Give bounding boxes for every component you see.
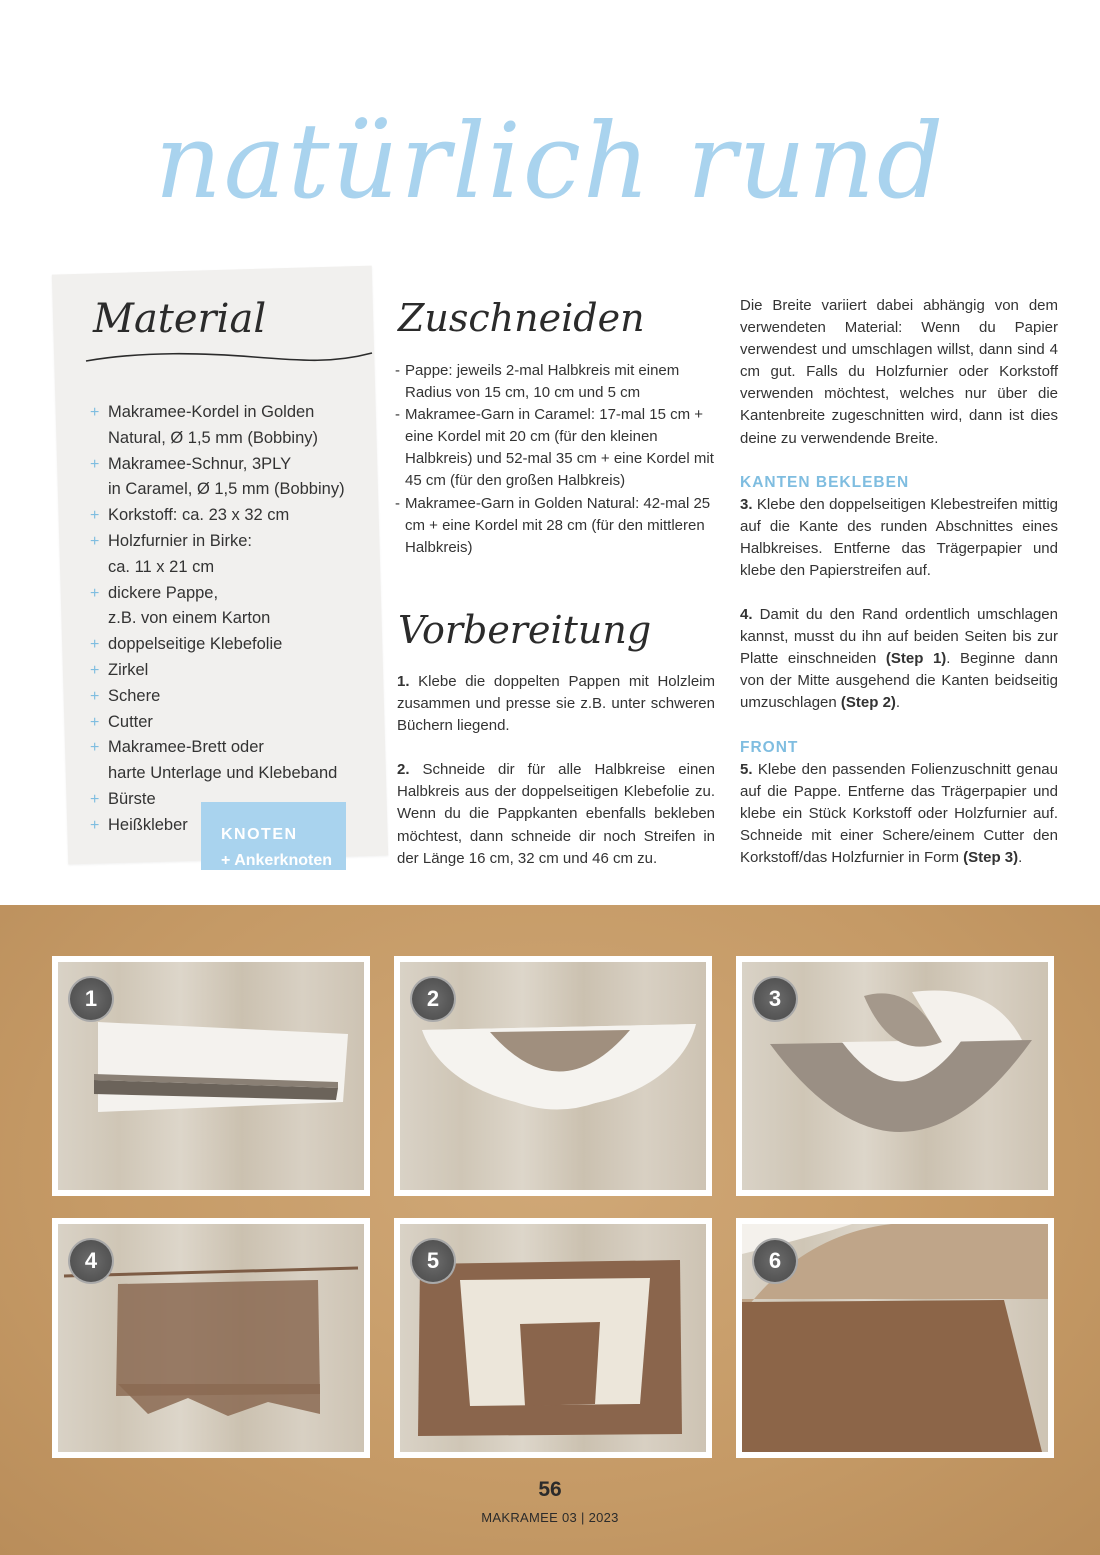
zuschneiden-item: - Makramee-Garn in Golden Natural: 42-mal 25 cm + eine Kordel mit 28 cm (für den mittleren Halbkreis) (395, 493, 717, 559)
step-photo-2 (394, 956, 712, 1196)
front-heading: FRONT (740, 738, 799, 756)
material-item: + Korkstoff: ca. 23 x 32 cm (90, 506, 290, 525)
zuschneiden-item: - Makramee-Garn in Caramel: 17-mal 15 cm + eine Kordel mit 20 cm (für den kleinen Halbkreis) und 52-mal 35 cm + eine Kordel mit 45 cm (für den großen Halbkreis) (395, 404, 717, 492)
step-photo-6 (736, 1218, 1054, 1458)
step-badge: 4 (68, 1238, 114, 1284)
material-heading: Material (93, 296, 267, 342)
material-underline (84, 343, 374, 373)
step-badge: 5 (410, 1238, 456, 1284)
step-4: 4. Damit du den Rand ordentlich umschlagen kannst, musst du ihn auf beiden Seiten bis zur Platte einschneiden (Step 1). Beginne dann von der Mitte ausgehend die Kanten beidseitig umzuschlagen (Step 2). (740, 606, 1058, 712)
step-badge: 3 (752, 976, 798, 1022)
material-item: + Makramee-Schnur, 3PLY in Caramel, Ø 1,5 mm (Bobbiny) (90, 454, 345, 499)
knoten-item: + Ankerknoten (221, 852, 332, 869)
step-photo-3 (736, 956, 1054, 1196)
step-photo-4 (52, 1218, 370, 1458)
zuschneiden-item: - Pappe: jeweils 2-mal Halbkreis mit einem Radius von 15 cm, 10 cm und 5 cm (395, 360, 717, 404)
step-2: 2. Schneide dir für alle Halbkreise einen Halbkreis aus der doppelseitigen Klebefolie zu. Wenn du die Pappkanten ebenfalls bekleben möchtest, dann schneide dir noch Streifen in der Länge 16 cm, 32 cm und 46 cm zu. (397, 761, 715, 867)
material-item: + doppelseitige Klebefolie (90, 635, 283, 654)
material-item: + Heißkleber (90, 815, 188, 834)
step-badge: 6 (752, 1238, 798, 1284)
material-item: + Bürste (90, 789, 156, 808)
knoten-title: KNOTEN (221, 826, 298, 843)
step-photo-5 (394, 1218, 712, 1458)
zuschneiden-section (395, 360, 717, 559)
magazine-issue: MAKRAMEE 03 | 2023 (481, 1510, 619, 1525)
page-number: 56 (538, 1478, 562, 1501)
material-item: + Schere (90, 686, 161, 705)
material-item: + Makramee-Kordel in Golden Natural, Ø 1,5 mm (Bobbiny) (90, 403, 318, 447)
step-photo-1 (52, 956, 370, 1196)
right-column (740, 295, 1058, 869)
vorbereitung-section (397, 671, 715, 870)
material-item: + Zirkel (90, 660, 149, 679)
step-3: 3. Klebe den doppelseitigen Klebestreifen mittig auf die Kante des runden Abschnittes eines Halbkreises. Entferne das Trägerpapier und klebe den Papierstreifen auf. (740, 495, 1058, 579)
material-item: + dickere Pappe, z.B. von einem Karton (90, 583, 271, 628)
step-5: 5. Klebe den passenden Folienzuschnitt genau auf die Pappe. Entferne das Trägerpapier und klebe ein Stück Korkstoff oder Holzfurnier auf. Schneide mit einer Schere/einem Cutter den Korkstoff/das Holzfurnier in Form (Step 3). (740, 760, 1058, 866)
knoten-box (201, 802, 346, 870)
step-1: 1. Klebe die doppelten Pappen mit Holzleim zusammen und presse sie z.B. unter schweren Büchern liegend. (397, 673, 715, 735)
step-badge: 2 (410, 976, 456, 1022)
page-title: natürlich rund (154, 100, 946, 222)
kanten-heading: KANTEN BEKLEBEN (740, 473, 910, 491)
vorbereitung-heading: Vorbereitung (398, 608, 652, 652)
material-item: + Holzfurnier in Birke: ca. 11 x 21 cm (90, 531, 252, 576)
material-list (90, 400, 380, 839)
zuschneiden-heading: Zuschneiden (398, 296, 645, 340)
material-item: + Makramee-Brett oder harte Unterlage und Klebeband (90, 738, 338, 783)
width-intro: Die Breite variiert dabei abhängig von dem verwendeten Material: Wenn du Papier verwendest und umschlagen willst, dann sind 4 cm gut. Falls du Holzfurnier oder Korkstoff verwenden möchtest, welches nur über die Kantenbreite zugeschnitten wird, dann ist dies deine zu verwendende Breite. (740, 297, 1058, 447)
step-badge: 1 (68, 976, 114, 1022)
material-item: + Cutter (90, 712, 153, 731)
